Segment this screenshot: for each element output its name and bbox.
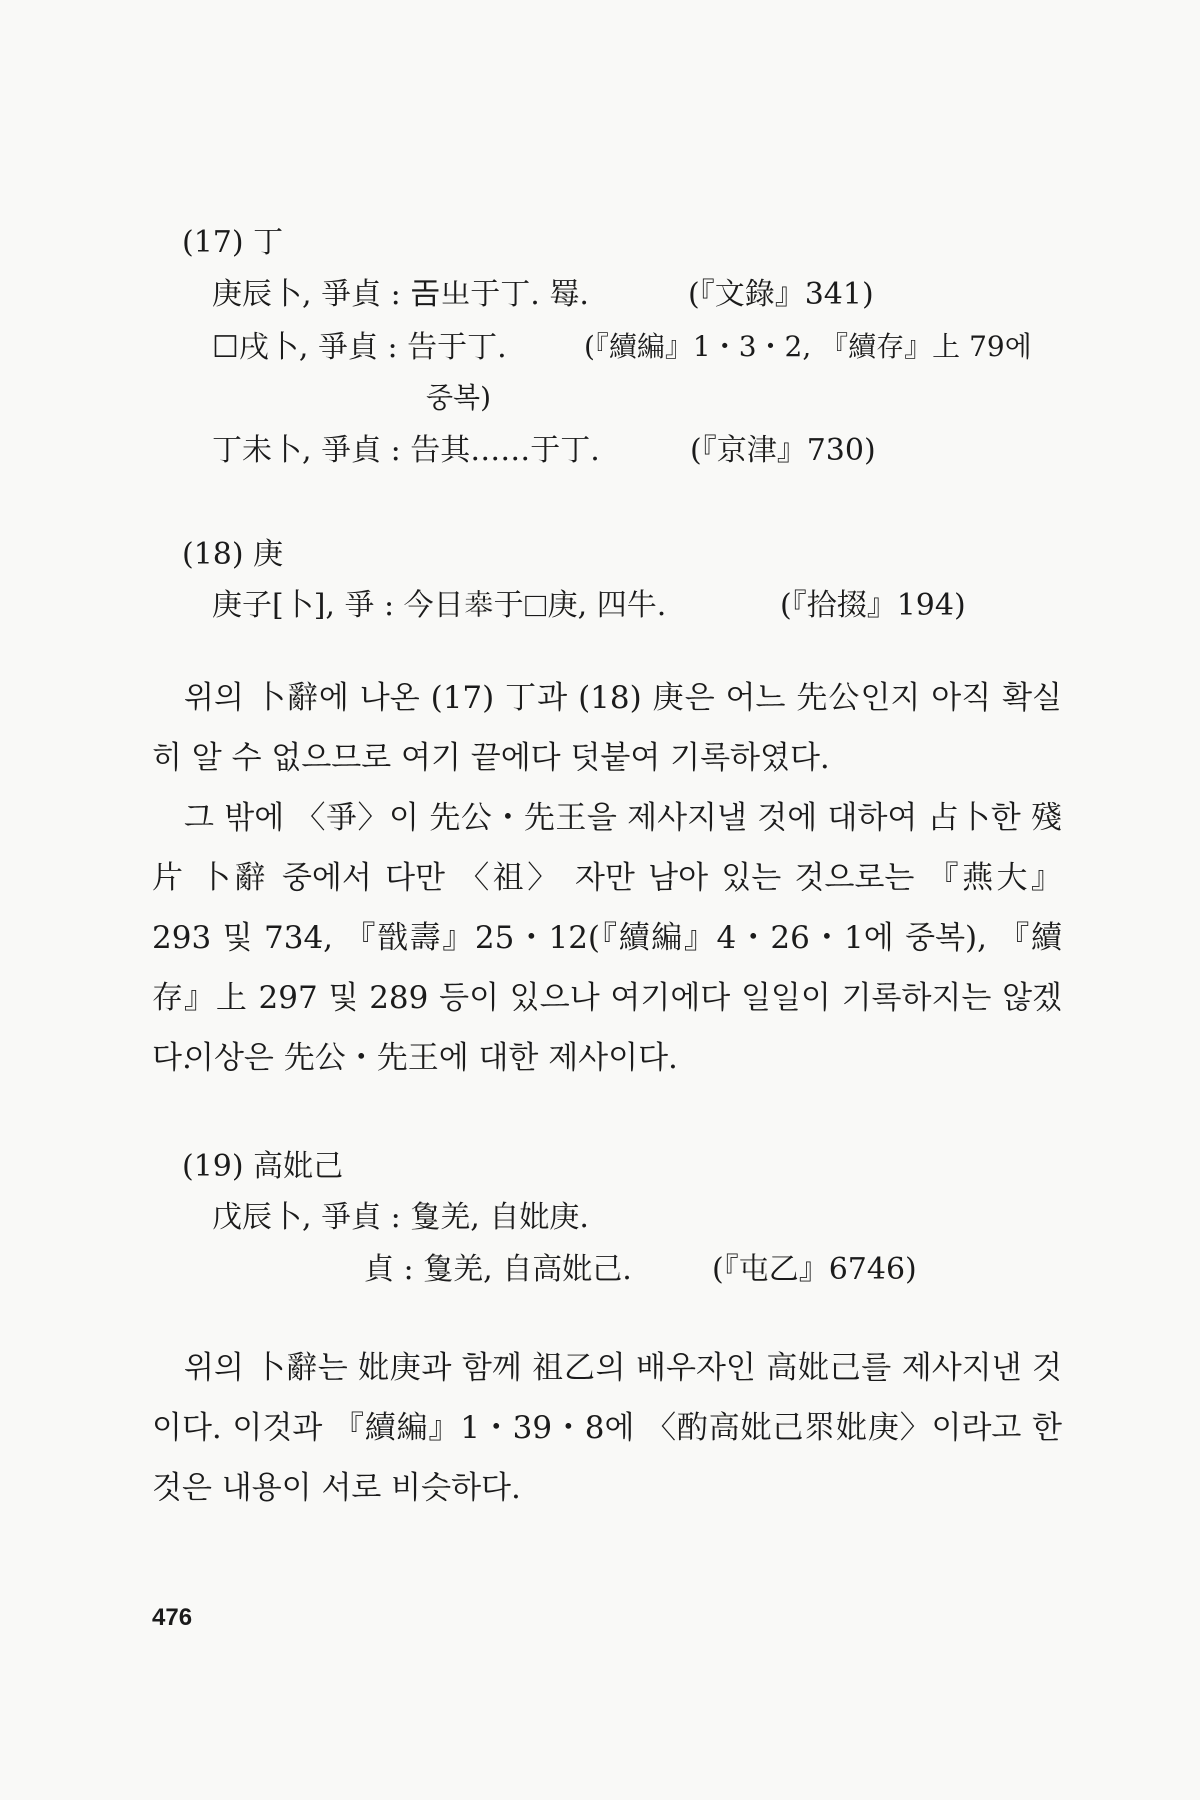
source-17-2-continued: 중복) xyxy=(426,381,492,414)
paragraph-1: 위의 卜辭에 나온 (17) 丁과 (18) 庚은 어느 先公인지 아직 확실히 알 수 없으므로 여기 끝에다 덧붙여 기록하였다. xyxy=(152,680,1062,776)
source-17-1: (『文錄』341) xyxy=(688,277,874,312)
commentary-block-3 xyxy=(152,1338,1062,1518)
inscription-19-2: 貞 : 𢿌羌, 自高妣己. xyxy=(364,1252,632,1287)
section-19-heading: (19) 高妣己 xyxy=(182,1149,344,1184)
source-19-2: (『屯乙』6746) xyxy=(712,1252,917,1287)
inscription-18-1: 庚子[卜], 爭 : 今日𠦪于☐庚, 四牛. xyxy=(212,588,667,623)
inscription-17-2: ☐戌卜, 爭貞 : 告于丁. xyxy=(212,330,507,365)
commentary-block-2 xyxy=(152,1028,1062,1088)
source-17-2: (『續編』1・3・2, 『續存』上 79에 xyxy=(584,330,1032,363)
section-18-heading: (18) 庚 xyxy=(182,537,284,572)
inscription-17-1: 庚辰卜, 爭貞 : 𢀛㞢于丁. 䍙. xyxy=(212,277,589,312)
inscription-17-3: 丁未卜, 爭貞 : 告其……于丁. xyxy=(212,433,600,468)
source-17-3: (『京津』730) xyxy=(690,433,876,468)
page-number: 476 xyxy=(152,1604,193,1631)
commentary-block-1 xyxy=(152,668,1062,1088)
paragraph-3: 이상은 先公・先王에 대한 제사이다. xyxy=(184,1040,678,1076)
paragraph-4: 위의 卜辭는 妣庚과 함께 祖乙의 배우자인 高妣己를 제사지낸 것이다. 이것과 『續編』1・39・8에 〈酌高妣己眔妣庚〉이라고 한 것은 내용이 서로 비슷하다. xyxy=(152,1350,1062,1506)
section-17-heading: (17) 丁 xyxy=(182,225,284,260)
inscription-19-1: 戊辰卜, 爭貞 : 𢿌羌, 自妣庚. xyxy=(212,1200,589,1235)
paragraph-2: 그 밖에 〈爭〉이 先公・先王을 제사지낼 것에 대하여 占卜한 殘片 卜辭 중에서 다만 〈祖〉 자만 남아 있는 것으로는 『燕大』 293 및 734, 『戩壽』25・12(『續編』4・26・1에 중복), 『續存』上 297 및 289 등이 있으나 여기에다 일일이 기록하지는 않겠다. xyxy=(152,800,1062,1076)
source-18-1: (『拾掇』194) xyxy=(780,588,966,623)
